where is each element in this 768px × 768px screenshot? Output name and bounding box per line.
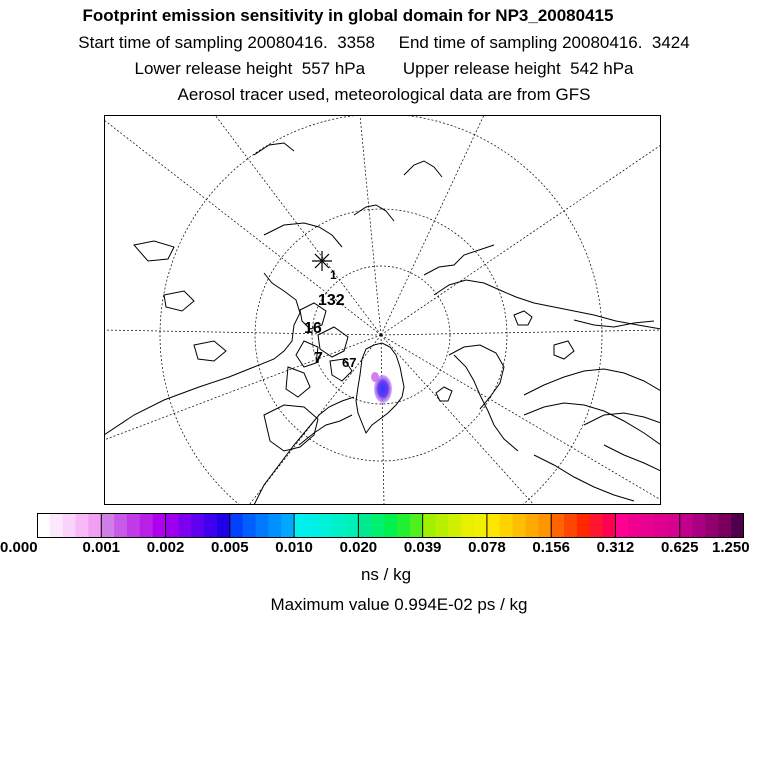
colorbar-tick-label: 0.005 <box>211 539 249 556</box>
release-height-line: Lower release height 557 hPa Upper release height 542 hPa <box>134 59 634 78</box>
colorbar-swatch <box>693 513 706 538</box>
colorbar-swatch <box>140 513 153 538</box>
colorbar-swatch <box>641 513 654 538</box>
colorbar-swatch <box>628 513 641 538</box>
colorbar-swatch <box>114 513 127 538</box>
colorbar-swatch <box>448 513 461 538</box>
colorbar-swatch <box>551 513 564 538</box>
footprint-patch-high <box>374 375 392 403</box>
colorbar-swatch <box>346 513 359 538</box>
colorbar-swatch <box>50 513 63 538</box>
colorbar-swatch <box>397 513 410 538</box>
colorbar-swatch <box>667 513 680 538</box>
release-label-16: 16 <box>304 320 322 337</box>
colorbar-tick-label: 0.001 <box>82 539 121 556</box>
colorbar-swatch <box>654 513 667 538</box>
colorbar-swatch <box>371 513 384 538</box>
colorbar-swatch <box>333 513 346 538</box>
colorbar-swatch <box>76 513 89 538</box>
colorbar-swatch <box>88 513 101 538</box>
colorbar-swatch <box>384 513 397 538</box>
release-site-marker <box>312 251 332 271</box>
colorbar-swatch <box>101 513 114 538</box>
colorbar-tick-label: 0.002 <box>146 539 185 556</box>
colorbar-tick-label: 0.020 <box>339 539 378 556</box>
colorbar-swatch <box>513 513 526 538</box>
colorbar-swatch <box>191 513 204 538</box>
colorbar-swatch <box>268 513 281 538</box>
colorbar-swatch <box>410 513 423 538</box>
maximum-value-text: Maximum value 0.994E-02 ps / kg <box>270 595 528 614</box>
release-label-67: 67 <box>342 355 357 370</box>
tracer-info-line: Aerosol tracer used, meteorological data are from GFS <box>177 85 591 104</box>
colorbar-swatch <box>166 513 179 538</box>
colorbar-swatch <box>243 513 256 538</box>
colorbar-tick-label: 0.625 <box>660 539 699 556</box>
release-label-7: 7 <box>314 350 323 367</box>
polar-map <box>104 115 661 505</box>
colorbar-tick-label: 0.000 <box>0 539 38 556</box>
colorbar-swatch <box>615 513 628 538</box>
colorbar-swatch <box>63 513 76 538</box>
colorbar-swatch <box>474 513 487 538</box>
colorbar-swatch <box>217 513 230 538</box>
colorbar-swatch <box>564 513 577 538</box>
colorbar-swatch <box>487 513 500 538</box>
colorbar-swatch <box>603 513 616 538</box>
colorbar-swatch <box>153 513 166 538</box>
colorbar-swatch <box>731 513 744 538</box>
colorbar-tick-label: 1.250 <box>712 539 750 556</box>
colorbar <box>37 513 744 538</box>
colorbar-tick-label: 0.078 <box>468 539 506 556</box>
colorbar-swatch <box>435 513 448 538</box>
colorbar-units: ns / kg <box>360 565 412 584</box>
colorbar-swatch <box>37 513 50 538</box>
colorbar-swatch <box>320 513 333 538</box>
release-label-1: 1 <box>330 268 337 282</box>
colorbar-swatch <box>577 513 590 538</box>
colorbar-swatch <box>718 513 731 538</box>
colorbar-swatch <box>204 513 217 538</box>
colorbar-swatch <box>178 513 191 538</box>
colorbar-swatch <box>590 513 603 538</box>
colorbar-swatch <box>127 513 140 538</box>
colorbar-swatch <box>680 513 693 538</box>
sampling-time-line: Start time of sampling 20080416. 3358 End time of sampling 20080416. 3424 <box>78 33 690 52</box>
release-label-132: 132 <box>318 292 345 309</box>
colorbar-swatch <box>281 513 294 538</box>
colorbar-swatch <box>423 513 436 538</box>
map-frame <box>104 115 661 505</box>
colorbar-swatch <box>294 513 307 538</box>
colorbar-swatch <box>358 513 371 538</box>
colorbar-swatch <box>461 513 474 538</box>
colorbar-tick-label: 0.010 <box>275 539 313 556</box>
colorbar-tick-label: 0.312 <box>596 539 635 556</box>
colorbar-swatch <box>500 513 513 538</box>
colorbar-tick-label: 0.039 <box>403 539 442 556</box>
map-title: Footprint emission sensitivity in global domain for NP3_20080415 <box>82 6 614 25</box>
colorbar-tick-label: 0.156 <box>532 539 570 556</box>
colorbar-swatch <box>705 513 718 538</box>
colorbar-swatch <box>256 513 269 538</box>
colorbar-swatch <box>230 513 243 538</box>
colorbar-swatch <box>538 513 551 538</box>
colorbar-swatch <box>307 513 320 538</box>
colorbar-swatch <box>525 513 538 538</box>
